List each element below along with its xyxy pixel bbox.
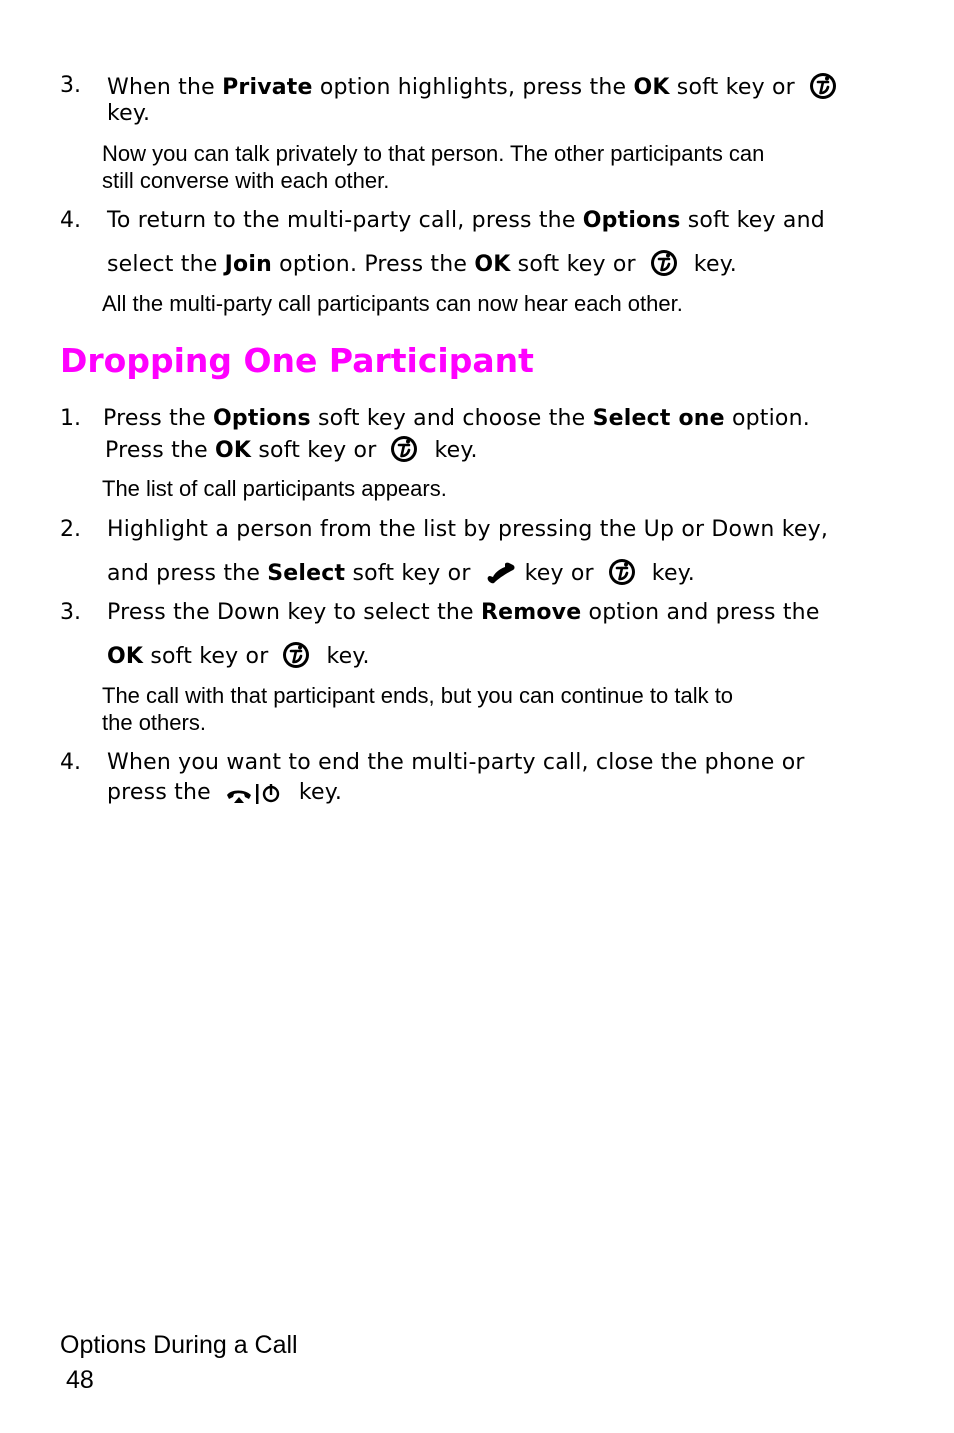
ok-label: OK (215, 438, 252, 463)
step-number: 2. (60, 517, 81, 542)
step-line (107, 641, 370, 671)
text: key. (693, 252, 737, 277)
text: option highlights, press the (312, 75, 634, 100)
step-line: Highlight a person from the list by pressing the Up or Down key, (107, 517, 829, 542)
ok-label: OK (474, 252, 511, 277)
footer-section-title: Options During a Call (60, 1331, 298, 1359)
options-label: Options (213, 406, 311, 431)
ok-key-icon (650, 249, 678, 277)
ok-key-icon (608, 558, 636, 586)
step-note: the others. (102, 710, 206, 735)
text: key. (298, 780, 343, 805)
text: select the (107, 252, 225, 277)
text: soft key or (345, 561, 471, 586)
step-line (107, 779, 342, 807)
text: option. (724, 406, 810, 431)
step-note: The call with that participant ends, but you can continue to talk to (102, 683, 734, 708)
step-note: All the multi-party call participants can now hear each other. (102, 291, 683, 316)
step-line (107, 599, 820, 627)
step-line: When you want to end the multi-party call, close the phone or (107, 750, 805, 775)
join-label: Join (224, 252, 272, 277)
text: key. (434, 438, 478, 463)
step-note: still converse with each other. (102, 168, 390, 193)
step-note: Now you can talk privately to that person. The other participants can (102, 141, 765, 166)
step-line (107, 558, 695, 588)
step-number: 1. (60, 406, 81, 431)
step-number: 3. (60, 600, 81, 625)
private-label: Private (222, 75, 313, 100)
ok-key-icon (390, 435, 418, 463)
text: soft key or (510, 252, 636, 277)
step-line (107, 72, 847, 102)
step-number: 4. (60, 208, 81, 233)
text: Press the (103, 406, 213, 431)
step-line: key. (107, 101, 151, 126)
ok-key-icon (282, 641, 310, 669)
step-line (105, 435, 478, 465)
text: press the (107, 780, 211, 805)
text: To return to the multi-party call, press the (107, 208, 583, 233)
text: soft key or (669, 75, 795, 100)
text: soft key or (143, 644, 269, 669)
remove-label: Remove (480, 600, 582, 625)
text: key. (326, 644, 370, 669)
ok-label: OK (107, 644, 144, 669)
text: option and press the (581, 600, 820, 625)
select-one-label: Select one (592, 406, 725, 431)
text: When the (107, 75, 223, 100)
text: Press the Down key to select the (107, 600, 481, 625)
section-title: Dropping One Participant (60, 341, 534, 380)
text: soft key and choose the (310, 406, 593, 431)
end-power-key-icon (223, 781, 283, 805)
select-label: Select (267, 561, 346, 586)
page-number: 48 (66, 1366, 94, 1394)
ok-label: OK (633, 75, 670, 100)
text: soft key or (251, 438, 377, 463)
options-label: Options (582, 208, 681, 233)
text: key or (524, 561, 594, 586)
text: soft key and (680, 208, 825, 233)
ok-key-icon (809, 72, 837, 100)
step-number: 4. (60, 750, 81, 775)
text: and press the (107, 561, 268, 586)
step-line (107, 249, 737, 279)
text: option. Press the (271, 252, 475, 277)
text: Press the (105, 438, 215, 463)
step-number: 3. (60, 73, 81, 98)
step-note: The list of call participants appears. (102, 476, 447, 501)
step-line (107, 207, 825, 235)
text: key. (651, 561, 695, 586)
send-key-icon (485, 561, 517, 585)
step-line (103, 405, 810, 433)
